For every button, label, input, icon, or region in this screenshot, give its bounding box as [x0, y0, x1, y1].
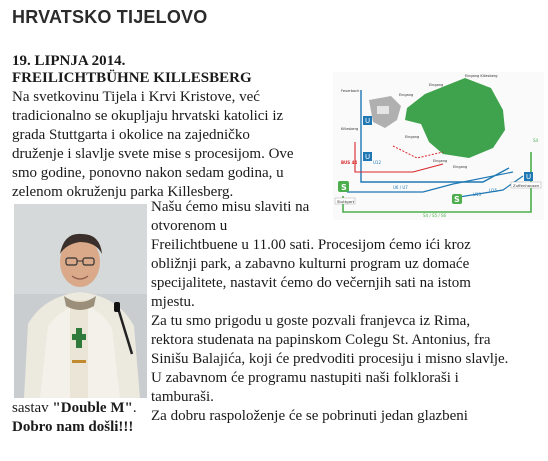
map-label: Eingang	[453, 165, 468, 169]
body-line: obližnji park, a zabavno kulturni program uz domaće	[151, 256, 470, 272]
priest-photo	[14, 204, 147, 398]
body-line: tamburaši.	[151, 389, 214, 405]
map-label: U12	[373, 160, 382, 165]
map-label: Killesberg	[341, 127, 359, 131]
welcome-text: Dobro nam došli!!!	[12, 419, 134, 435]
body-line: Freilichtbuene u 11.00 sati. Procesijom ćemo ići kroz	[151, 237, 471, 253]
body-line: specijalitete, nastavit ćemo do večernjih sati na istom	[151, 275, 471, 291]
closing-paragraph	[12, 399, 542, 437]
map-label: Stuttgart	[337, 199, 355, 204]
map-label: Feuerbach	[341, 89, 360, 93]
map-label: Eingang	[429, 83, 444, 87]
map-label: Eingang Killesberg	[465, 74, 498, 78]
event-venue: FREILICHTBÜHNE KILLESBERG	[12, 70, 252, 86]
body-line: Našu ćemo misu slaviti na	[151, 199, 310, 215]
body-line: U zabavnom će programu nastupiti naši folkloraši i	[151, 370, 459, 386]
intro-line: smo godine, ponovno nakon sedam godina, u	[12, 165, 284, 181]
svg-text:U: U	[365, 117, 371, 125]
intro-line: Na svetkovinu Tijela i Krvi Kristove, već	[12, 89, 260, 105]
band-name: "Double M"	[52, 400, 133, 416]
map-label: Eingang	[399, 93, 414, 97]
body-line: Za dobru raspoloženje će se pobrinuti jedan glazbeni	[151, 408, 468, 424]
intro-line: tradicionalno se okupljaju hrvatski katolici iz	[12, 108, 284, 124]
map-label: BUS 44	[341, 160, 358, 165]
map-label: U6 / U7	[393, 185, 408, 190]
priest-image	[14, 204, 147, 398]
body-line: otvorenom u	[151, 218, 228, 234]
map-label: Zuffenhausen	[513, 183, 540, 188]
map-label: Eingang	[433, 159, 448, 163]
intro-line: druženje i slavlje svete mise s procesijom. Ove	[12, 146, 294, 162]
map-label: Eingang	[405, 135, 420, 139]
map-label: U15	[489, 188, 498, 193]
body-line: Sinišu Balajića, koji će predvoditi procesiju i misno slavlje.	[151, 351, 509, 367]
body-line: rektora studenata na papinskom Colegu St. Antonius, fra	[151, 332, 491, 348]
intro-paragraph	[12, 88, 330, 202]
map-label: U13	[473, 192, 482, 197]
svg-text:S: S	[341, 183, 347, 192]
body-paragraph	[151, 198, 543, 426]
map-label: S4	[533, 138, 539, 143]
map-label: S4 / S5 / S6	[423, 213, 447, 218]
svg-text:S: S	[454, 195, 460, 204]
band-line	[12, 399, 542, 418]
page-title: HRVATSKO TIJELOVO	[12, 7, 208, 27]
svg-text:U: U	[526, 173, 532, 181]
band-suffix: .	[132, 400, 137, 416]
intro-line: zelenom okruženju parka Killesberg.	[12, 184, 234, 200]
park-area	[405, 78, 505, 158]
building-label-box	[377, 106, 389, 114]
event-date: 19. LIPNJA 2014.	[12, 53, 126, 69]
band-prefix: sastav	[12, 400, 53, 416]
body-line: Za tu smo prigodu u goste pozvali franjevca iz Rima,	[151, 313, 471, 329]
svg-text:U: U	[365, 153, 371, 161]
body-line: mjestu.	[151, 294, 195, 310]
walk-route	[393, 146, 443, 158]
intro-line: grada Stuttgarta i okolice na zajedničko	[12, 127, 250, 143]
